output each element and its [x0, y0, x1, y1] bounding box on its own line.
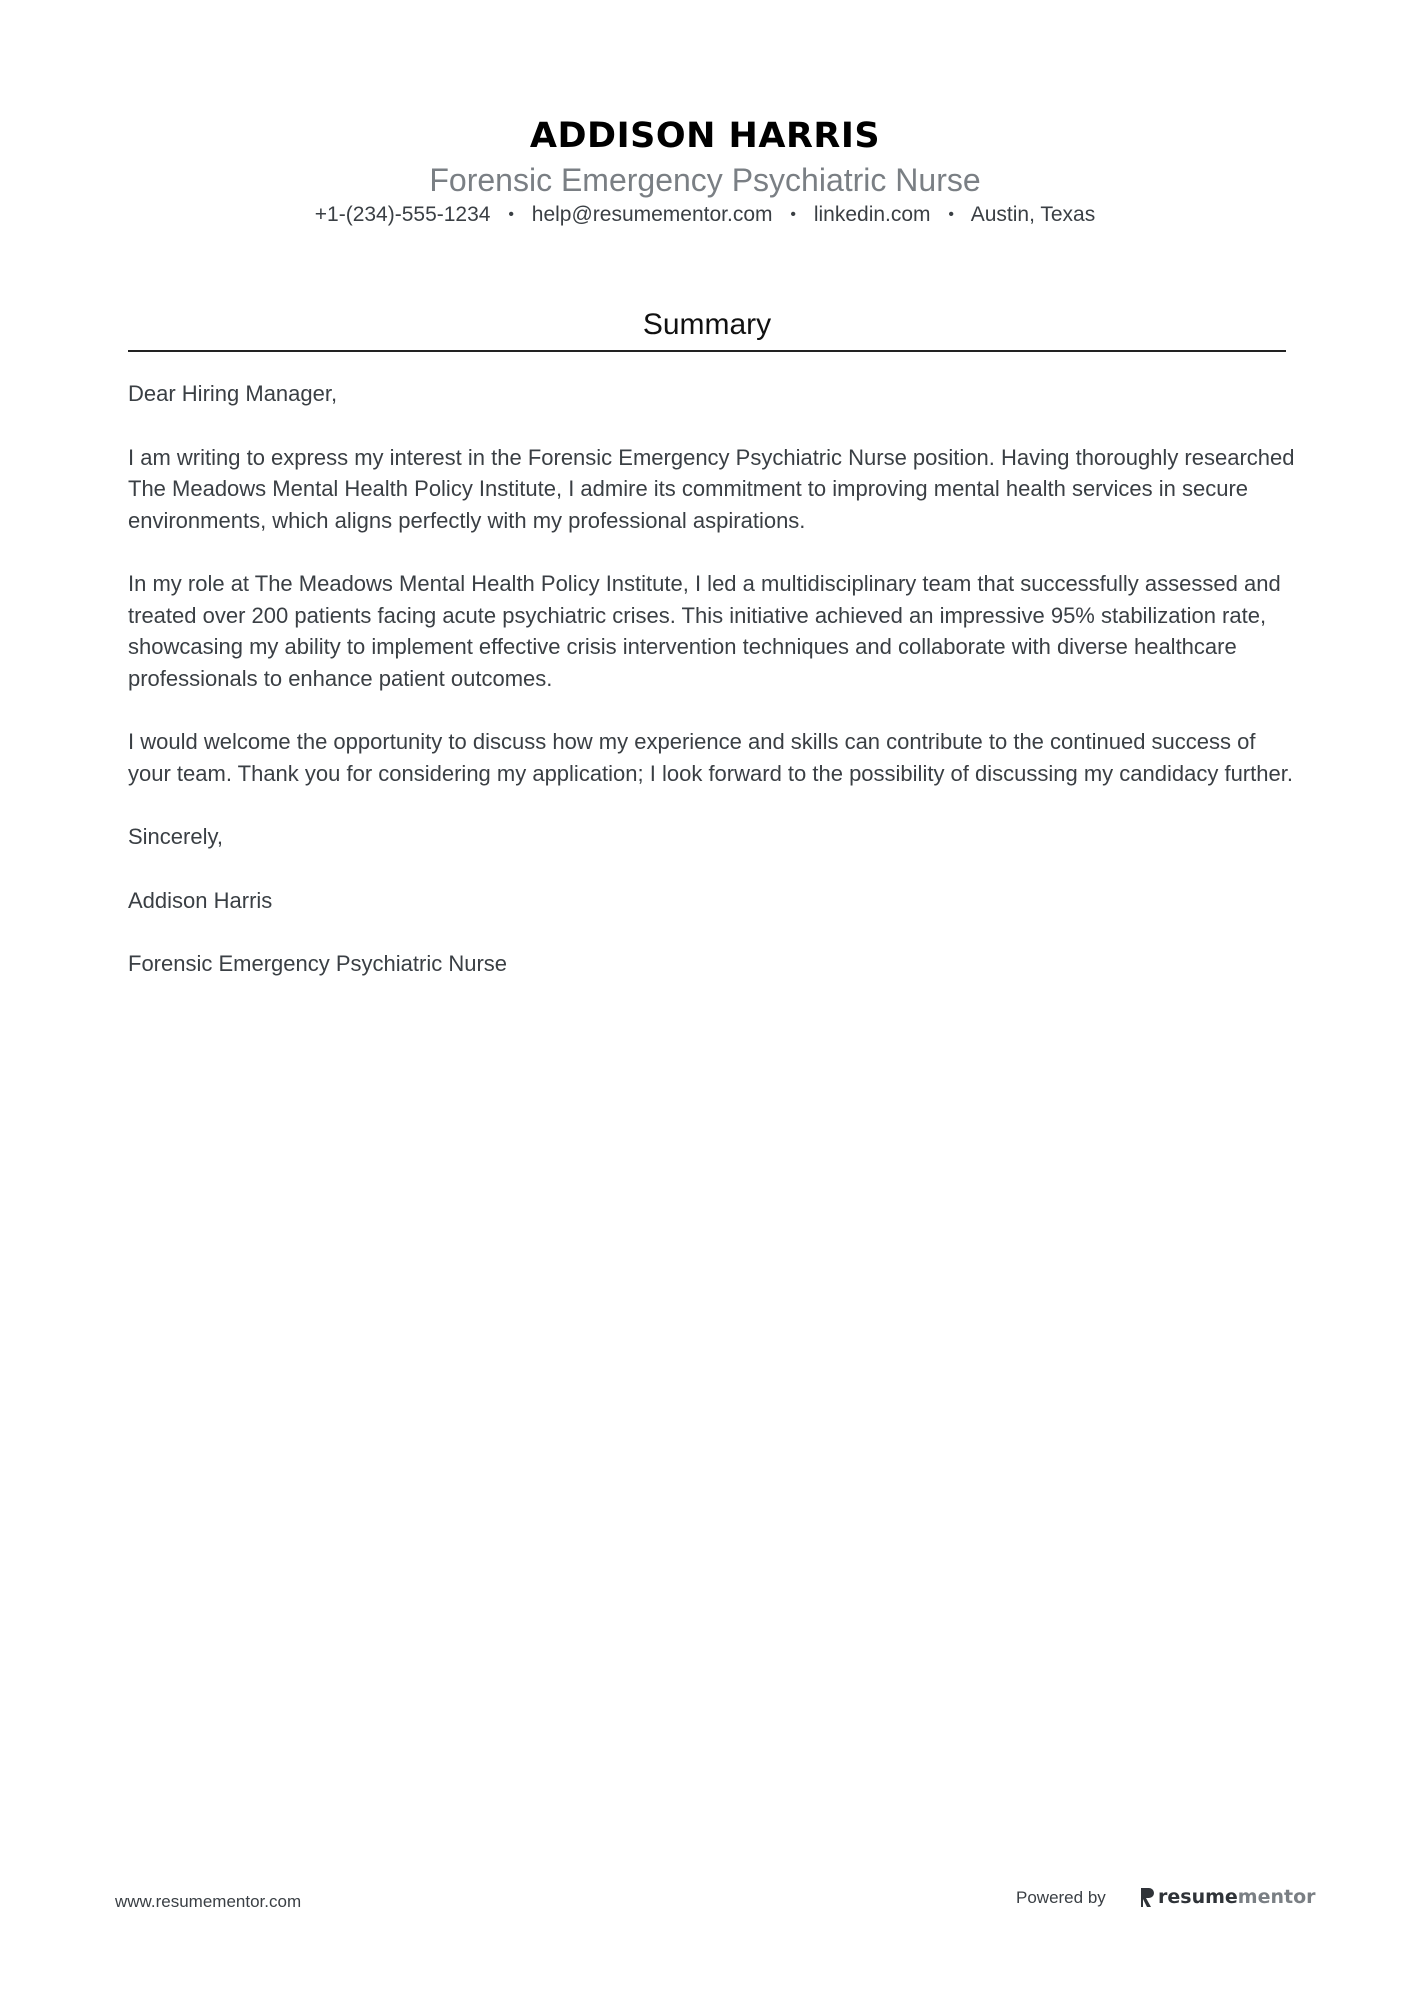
footer-url[interactable]: www.resumementor.com: [115, 1892, 302, 1911]
contact-separator: •: [948, 206, 955, 223]
brand-wordmark: [1158, 1886, 1316, 1908]
letter-body: [128, 378, 1298, 1012]
brand-wordmark-part2: mentor: [1237, 1886, 1316, 1908]
brand-logo[interactable]: [1140, 1884, 1316, 1910]
letter-paragraph: I am writing to express my interest in the Forensic Emergency Psychiatric Nurse position. Having thoroughly researched The Meadows Mental Health Policy Institute, I admire its commitment to improving mental health services in secure environments, which aligns perfectly with my professional aspirations.: [128, 444, 1295, 533]
candidate-name: ADDISON HARRIS: [529, 116, 881, 156]
contact-linkedin[interactable]: linkedin.com: [813, 203, 931, 226]
candidate-title: Forensic Emergency Psychiatric Nurse: [429, 162, 981, 198]
signature-name: Addison Harris: [128, 887, 273, 913]
contact-separator: •: [790, 206, 796, 223]
letter-paragraph: In my role at The Meadows Mental Health Policy Institute, I led a multidisciplinary team that successfully assessed and treated over 200 patients facing acute psychiatric crises. This initiative achieved an impressive 95% stabilization rate, showcasing my ability to implement effective crisis intervention techniques and collaborate with diverse healthcare professionals to enhance patient outcomes.: [128, 571, 1281, 691]
contact-location: Austin, Texas: [970, 203, 1096, 226]
letter-paragraph: I would welcome the opportunity to discuss how my experience and skills can contribute to the continued success of your team. Thank you for considering my application; I look forward to the possibility of discussing my candidacy further.: [128, 729, 1293, 786]
section-title-summary: Summary: [642, 308, 772, 341]
contact-email[interactable]: help@resumementor.com: [531, 203, 773, 226]
section-divider: [128, 350, 1286, 352]
resumementor-logo-icon: [1140, 1886, 1154, 1908]
brand-wordmark-part1: resume: [1158, 1886, 1238, 1908]
contact-line: [0, 200, 1410, 230]
signature-title: Forensic Emergency Psychiatric Nurse: [128, 951, 508, 976]
contact-separator: •: [508, 206, 514, 223]
salutation: Dear Hiring Manager,: [128, 381, 338, 406]
header: [0, 112, 1410, 230]
closing: Sincerely,: [128, 824, 223, 849]
powered-by-label: Powered by: [1016, 1888, 1106, 1907]
contact-phone: +1-(234)-555-1234: [314, 203, 491, 226]
